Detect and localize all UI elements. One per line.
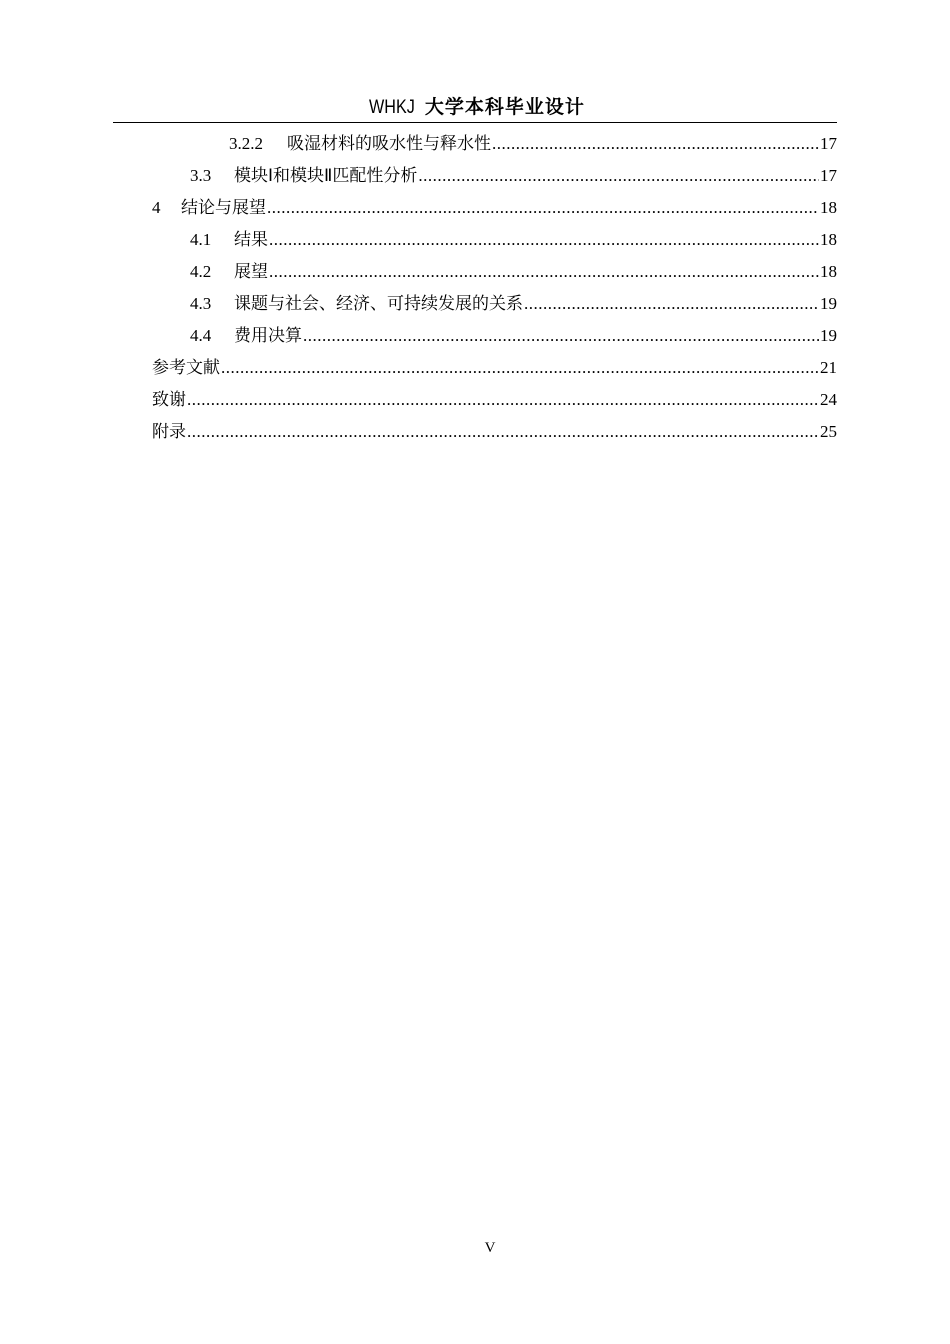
toc-entry-title: 附录 bbox=[152, 422, 186, 442]
toc-dot-leader bbox=[269, 226, 819, 254]
toc-dot-leader bbox=[187, 418, 819, 446]
toc-entry-number: 4.3 bbox=[190, 294, 212, 313]
header-institution-code: WHKJ bbox=[369, 97, 415, 118]
toc-entry-3-3[interactable] bbox=[190, 162, 837, 190]
toc-entry-3-2-2[interactable] bbox=[229, 130, 837, 158]
page-number: V bbox=[484, 1240, 496, 1256]
toc-entry-title: 课题与社会、经济、可持续发展的关系 bbox=[234, 294, 523, 314]
toc-entry-4-2[interactable] bbox=[190, 258, 837, 286]
toc-entry-4-3[interactable] bbox=[190, 290, 837, 318]
toc-dot-leader bbox=[524, 290, 819, 318]
toc-entry-number: 4 bbox=[152, 198, 161, 217]
toc-entry-title: 模块Ⅰ和模块Ⅱ匹配性分析 bbox=[234, 166, 418, 186]
toc-entry-number: 3.2.2 bbox=[229, 134, 263, 153]
toc-entry-number: 4.1 bbox=[190, 230, 212, 249]
page-header bbox=[113, 92, 837, 123]
toc-entry-title: 展望 bbox=[234, 262, 268, 282]
toc-entry-page: 17 bbox=[820, 134, 837, 153]
toc-entry-title: 结果 bbox=[234, 230, 268, 250]
toc-entry-title: 结论与展望 bbox=[181, 198, 266, 218]
toc-entry-page: 21 bbox=[820, 358, 837, 377]
toc-entry-acknowledgements[interactable] bbox=[152, 386, 837, 414]
toc-entry-references[interactable] bbox=[152, 354, 837, 382]
toc-dot-leader bbox=[303, 322, 819, 350]
header-title: 大学本科毕业设计 bbox=[424, 96, 585, 118]
toc-entry-title: 费用决算 bbox=[234, 326, 302, 346]
toc-entry-page: 18 bbox=[820, 262, 837, 281]
toc-dot-leader bbox=[418, 162, 819, 190]
toc-entry-number: 4.2 bbox=[190, 262, 212, 281]
toc-entry-title: 吸湿材料的吸水性与释水性 bbox=[287, 134, 491, 154]
toc-entry-page: 19 bbox=[820, 326, 837, 345]
toc-entry-title: 参考文献 bbox=[152, 358, 220, 378]
toc-entry-page: 19 bbox=[820, 294, 837, 313]
toc-dot-leader bbox=[269, 258, 819, 286]
toc-entry-number: 3.3 bbox=[190, 166, 212, 185]
toc-entry-4[interactable] bbox=[152, 194, 837, 222]
toc-dot-leader bbox=[492, 130, 819, 158]
toc-dot-leader bbox=[221, 354, 819, 382]
toc-entry-page: 24 bbox=[820, 390, 837, 409]
toc-entry-appendix[interactable] bbox=[152, 418, 837, 446]
toc-entry-page: 25 bbox=[820, 422, 837, 441]
toc-entry-title: 致谢 bbox=[152, 390, 186, 410]
toc-entry-page: 18 bbox=[820, 230, 837, 249]
toc-entry-4-1[interactable] bbox=[190, 226, 837, 254]
toc-entry-page: 18 bbox=[820, 198, 837, 217]
toc-dot-leader bbox=[267, 194, 819, 222]
toc-entry-number: 4.4 bbox=[190, 326, 212, 345]
toc-entry-4-4[interactable] bbox=[190, 322, 837, 350]
toc-entry-page: 17 bbox=[820, 166, 837, 185]
toc-dot-leader bbox=[187, 386, 819, 414]
